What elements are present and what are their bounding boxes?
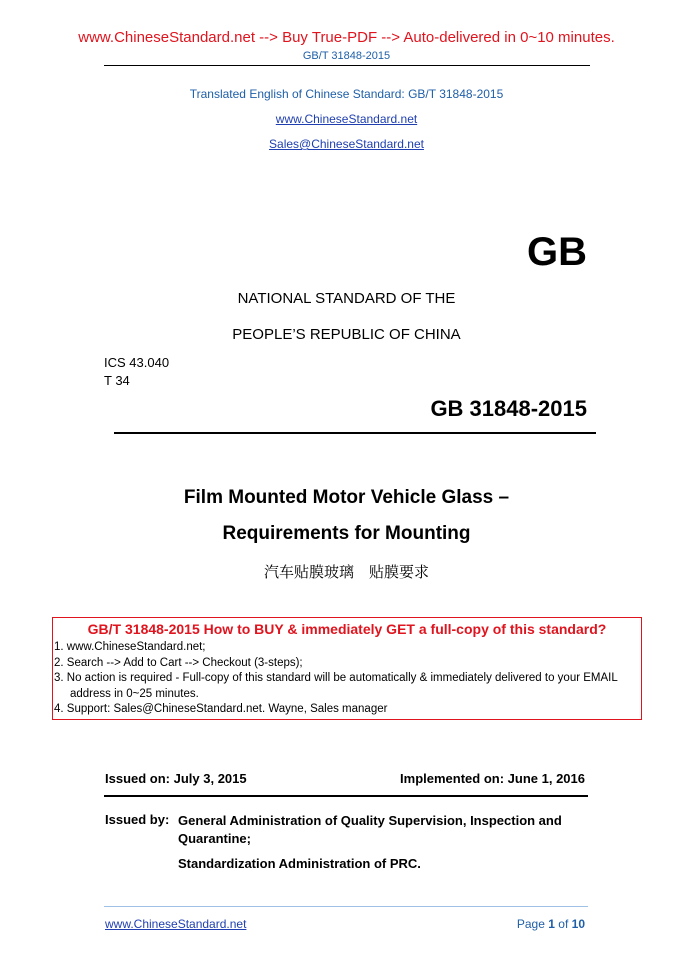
title-line-2: Requirements for Mounting xyxy=(222,523,471,544)
national-standard-line-2: PEOPLE’S REPUBLIC OF CHINA xyxy=(232,326,461,343)
gb-mark: GB xyxy=(527,230,587,274)
title-divider xyxy=(114,432,596,434)
issued-on: Issued on: July 3, 2015 xyxy=(105,771,247,786)
page-label: Page xyxy=(516,917,545,931)
buy-step-1: 1. www.ChineseStandard.net; xyxy=(54,641,206,653)
top-banner[interactable]: www.ChineseStandard.net --> Buy True-PDF --> Auto-delivered in 0~10 minutes. xyxy=(78,29,615,46)
issued-by-label: Issued by: xyxy=(105,812,170,827)
national-standard-line-1: NATIONAL STANDARD OF THE xyxy=(237,290,456,307)
page-indicator xyxy=(517,917,585,931)
chinese-title: 汽车贴膜玻璃 贴膜要求 xyxy=(263,563,429,581)
translated-line: Translated English of Chinese Standard: GB/T 31848-2015 xyxy=(189,87,504,101)
classification-block xyxy=(104,354,169,390)
issued-by-authority-2: Standardization Administration of PRC. xyxy=(178,856,421,871)
buy-info-box xyxy=(52,617,642,720)
ccs-code: T 34 xyxy=(104,373,130,388)
buy-box-title: GB/T 31848-2015 How to BUY & immediately GET a full-copy of this standard? xyxy=(87,621,607,637)
issued-by-authority-1: General Administration of Quality Supervision, Inspection and Quarantine; xyxy=(178,813,562,846)
standard-number: GB 31848-2015 xyxy=(430,396,587,421)
footer-site-link[interactable]: www.ChineseStandard.net xyxy=(105,917,247,931)
buy-step-4: 4. Support: Sales@ChineseStandard.net. Wayne, Sales manager xyxy=(54,703,388,715)
dates-divider xyxy=(104,795,588,797)
footer-divider xyxy=(104,906,588,907)
buy-step-3: 3. No action is required - Full-copy of this standard will be automatically & immediately delivered to your EMAIL address in 0~25 minutes. xyxy=(54,672,618,700)
page-of: of xyxy=(558,917,569,931)
header-standard-code: GB/T 31848-2015 xyxy=(302,50,391,62)
buy-steps-list xyxy=(53,640,641,718)
header-divider xyxy=(104,65,590,66)
implemented-on: Implemented on: June 1, 2016 xyxy=(400,771,585,786)
page-total: 10 xyxy=(571,917,585,931)
page-current: 1 xyxy=(548,917,555,931)
site-link[interactable]: www.ChineseStandard.net xyxy=(275,112,418,126)
title-line-1: Film Mounted Motor Vehicle Glass – xyxy=(183,487,510,508)
buy-step-2: 2. Search --> Add to Cart --> Checkout (3-steps); xyxy=(54,656,303,669)
sales-email-link[interactable]: Sales@ChineseStandard.net xyxy=(269,137,424,151)
ics-code: ICS 43.040 xyxy=(104,355,170,370)
